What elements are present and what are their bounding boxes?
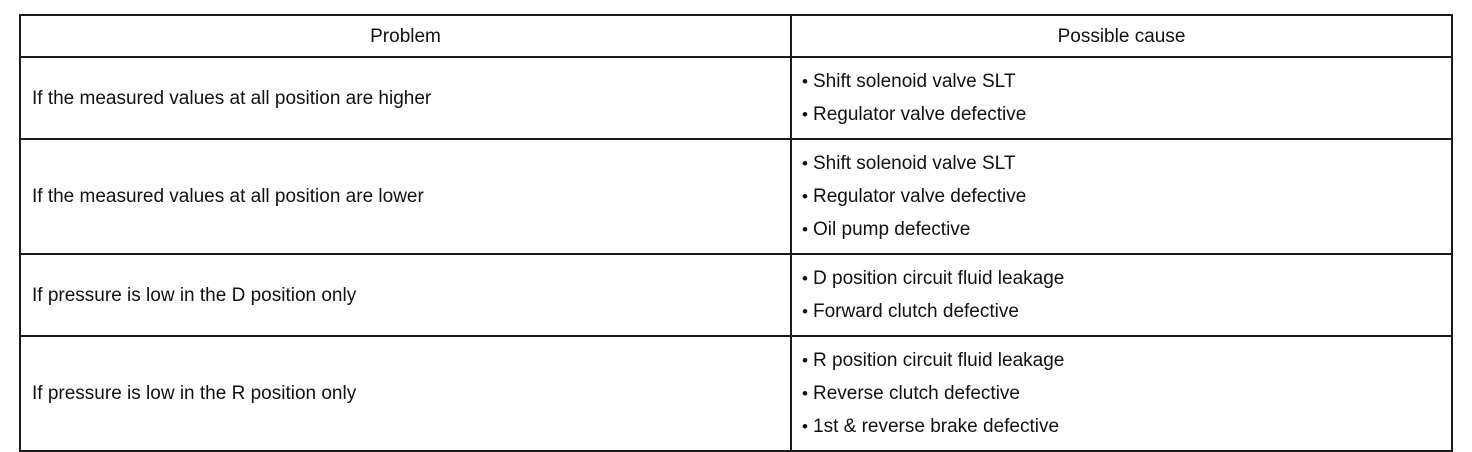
cause-item [802, 180, 1451, 213]
cause-item [802, 295, 1451, 328]
cause-text: Regulator valve defective [813, 104, 1027, 125]
problem-cell: If pressure is low in the R position only [20, 336, 791, 451]
causes-cell [791, 254, 1452, 336]
header-row [20, 15, 1452, 57]
bullet-icon: • [802, 351, 808, 370]
cause-text: Shift solenoid valve SLT [813, 153, 1016, 174]
cause-item [802, 344, 1451, 377]
problem-cell: If pressure is low in the D position only [20, 254, 791, 336]
header-possible-cause: Possible cause [791, 15, 1452, 57]
bullet-icon: • [802, 269, 808, 288]
causes-cell [791, 336, 1452, 451]
cause-text: D position circuit fluid leakage [813, 268, 1065, 289]
cause-text: Regulator valve defective [813, 186, 1027, 207]
diagnosis-table [19, 14, 1453, 452]
table-row [20, 254, 1452, 336]
bullet-icon: • [802, 187, 808, 206]
cause-text: Forward clutch defective [813, 301, 1019, 322]
bullet-icon: • [802, 302, 808, 321]
cause-item [802, 410, 1451, 443]
header-problem: Problem [20, 15, 791, 57]
cause-text: Oil pump defective [813, 219, 971, 240]
bullet-icon: • [802, 154, 808, 173]
bullet-icon: • [802, 220, 808, 239]
cause-item [802, 377, 1451, 410]
bullet-icon: • [802, 105, 808, 124]
bullet-icon: • [802, 417, 808, 436]
problem-cell: If the measured values at all position are lower [20, 139, 791, 254]
cause-item [802, 98, 1451, 131]
cause-text: R position circuit fluid leakage [813, 350, 1065, 371]
causes-cell [791, 57, 1452, 139]
cause-item [802, 65, 1451, 98]
cause-item [802, 262, 1451, 295]
table-row [20, 336, 1452, 451]
cause-text: 1st & reverse brake defective [813, 416, 1060, 437]
bullet-icon: • [802, 72, 808, 91]
cause-text: Shift solenoid valve SLT [813, 71, 1016, 92]
bullet-icon: • [802, 384, 808, 403]
table-row [20, 139, 1452, 254]
cause-text: Reverse clutch defective [813, 383, 1020, 404]
table-row [20, 57, 1452, 139]
cause-item [802, 213, 1451, 246]
problem-cell: If the measured values at all position are higher [20, 57, 791, 139]
causes-cell [791, 139, 1452, 254]
cause-item [802, 147, 1451, 180]
